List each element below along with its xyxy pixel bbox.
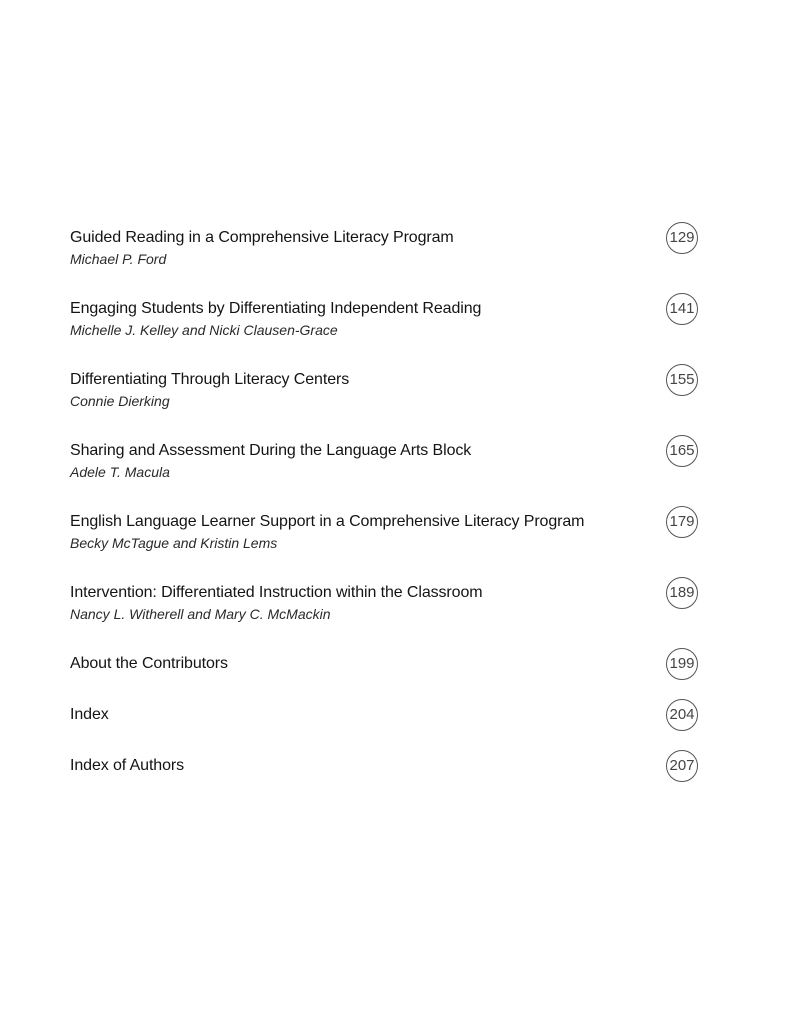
chapter-author: Michelle J. Kelley and Nicki Clausen-Grace: [70, 322, 338, 338]
chapter-title[interactable]: Sharing and Assessment During the Language Arts Block: [70, 442, 472, 459]
page-number-badge[interactable]: 165: [666, 435, 698, 467]
page-number-badge[interactable]: 204: [666, 699, 698, 731]
page-number-badge[interactable]: 155: [666, 364, 698, 396]
chapter-author: Michael P. Ford: [70, 251, 167, 267]
section-title[interactable]: Index: [70, 706, 109, 723]
page-number-badge[interactable]: 129: [666, 222, 698, 254]
chapter-title[interactable]: English Language Learner Support in a Comprehensive Literacy Program: [70, 513, 585, 530]
page-number-badge[interactable]: 141: [666, 293, 698, 325]
page-number-badge[interactable]: 199: [666, 648, 698, 680]
section-title[interactable]: About the Contributors: [70, 655, 228, 672]
page-number-badge[interactable]: 179: [666, 506, 698, 538]
page-number-badge[interactable]: 189: [666, 577, 698, 609]
chapter-title[interactable]: Guided Reading in a Comprehensive Literacy Program: [70, 229, 454, 246]
section-title[interactable]: Index of Authors: [70, 757, 185, 774]
chapter-title[interactable]: Differentiating Through Literacy Centers: [70, 371, 350, 388]
chapter-title[interactable]: Engaging Students by Differentiating Independent Reading: [70, 300, 482, 317]
chapter-author: Adele T. Macula: [70, 464, 170, 480]
chapter-title[interactable]: Intervention: Differentiated Instruction within the Classroom: [70, 584, 483, 601]
chapter-author: Becky McTague and Kristin Lems: [70, 535, 278, 551]
chapter-author: Connie Dierking: [70, 393, 170, 409]
chapter-author: Nancy L. Witherell and Mary C. McMackin: [70, 606, 331, 622]
page-number-badge[interactable]: 207: [666, 750, 698, 782]
